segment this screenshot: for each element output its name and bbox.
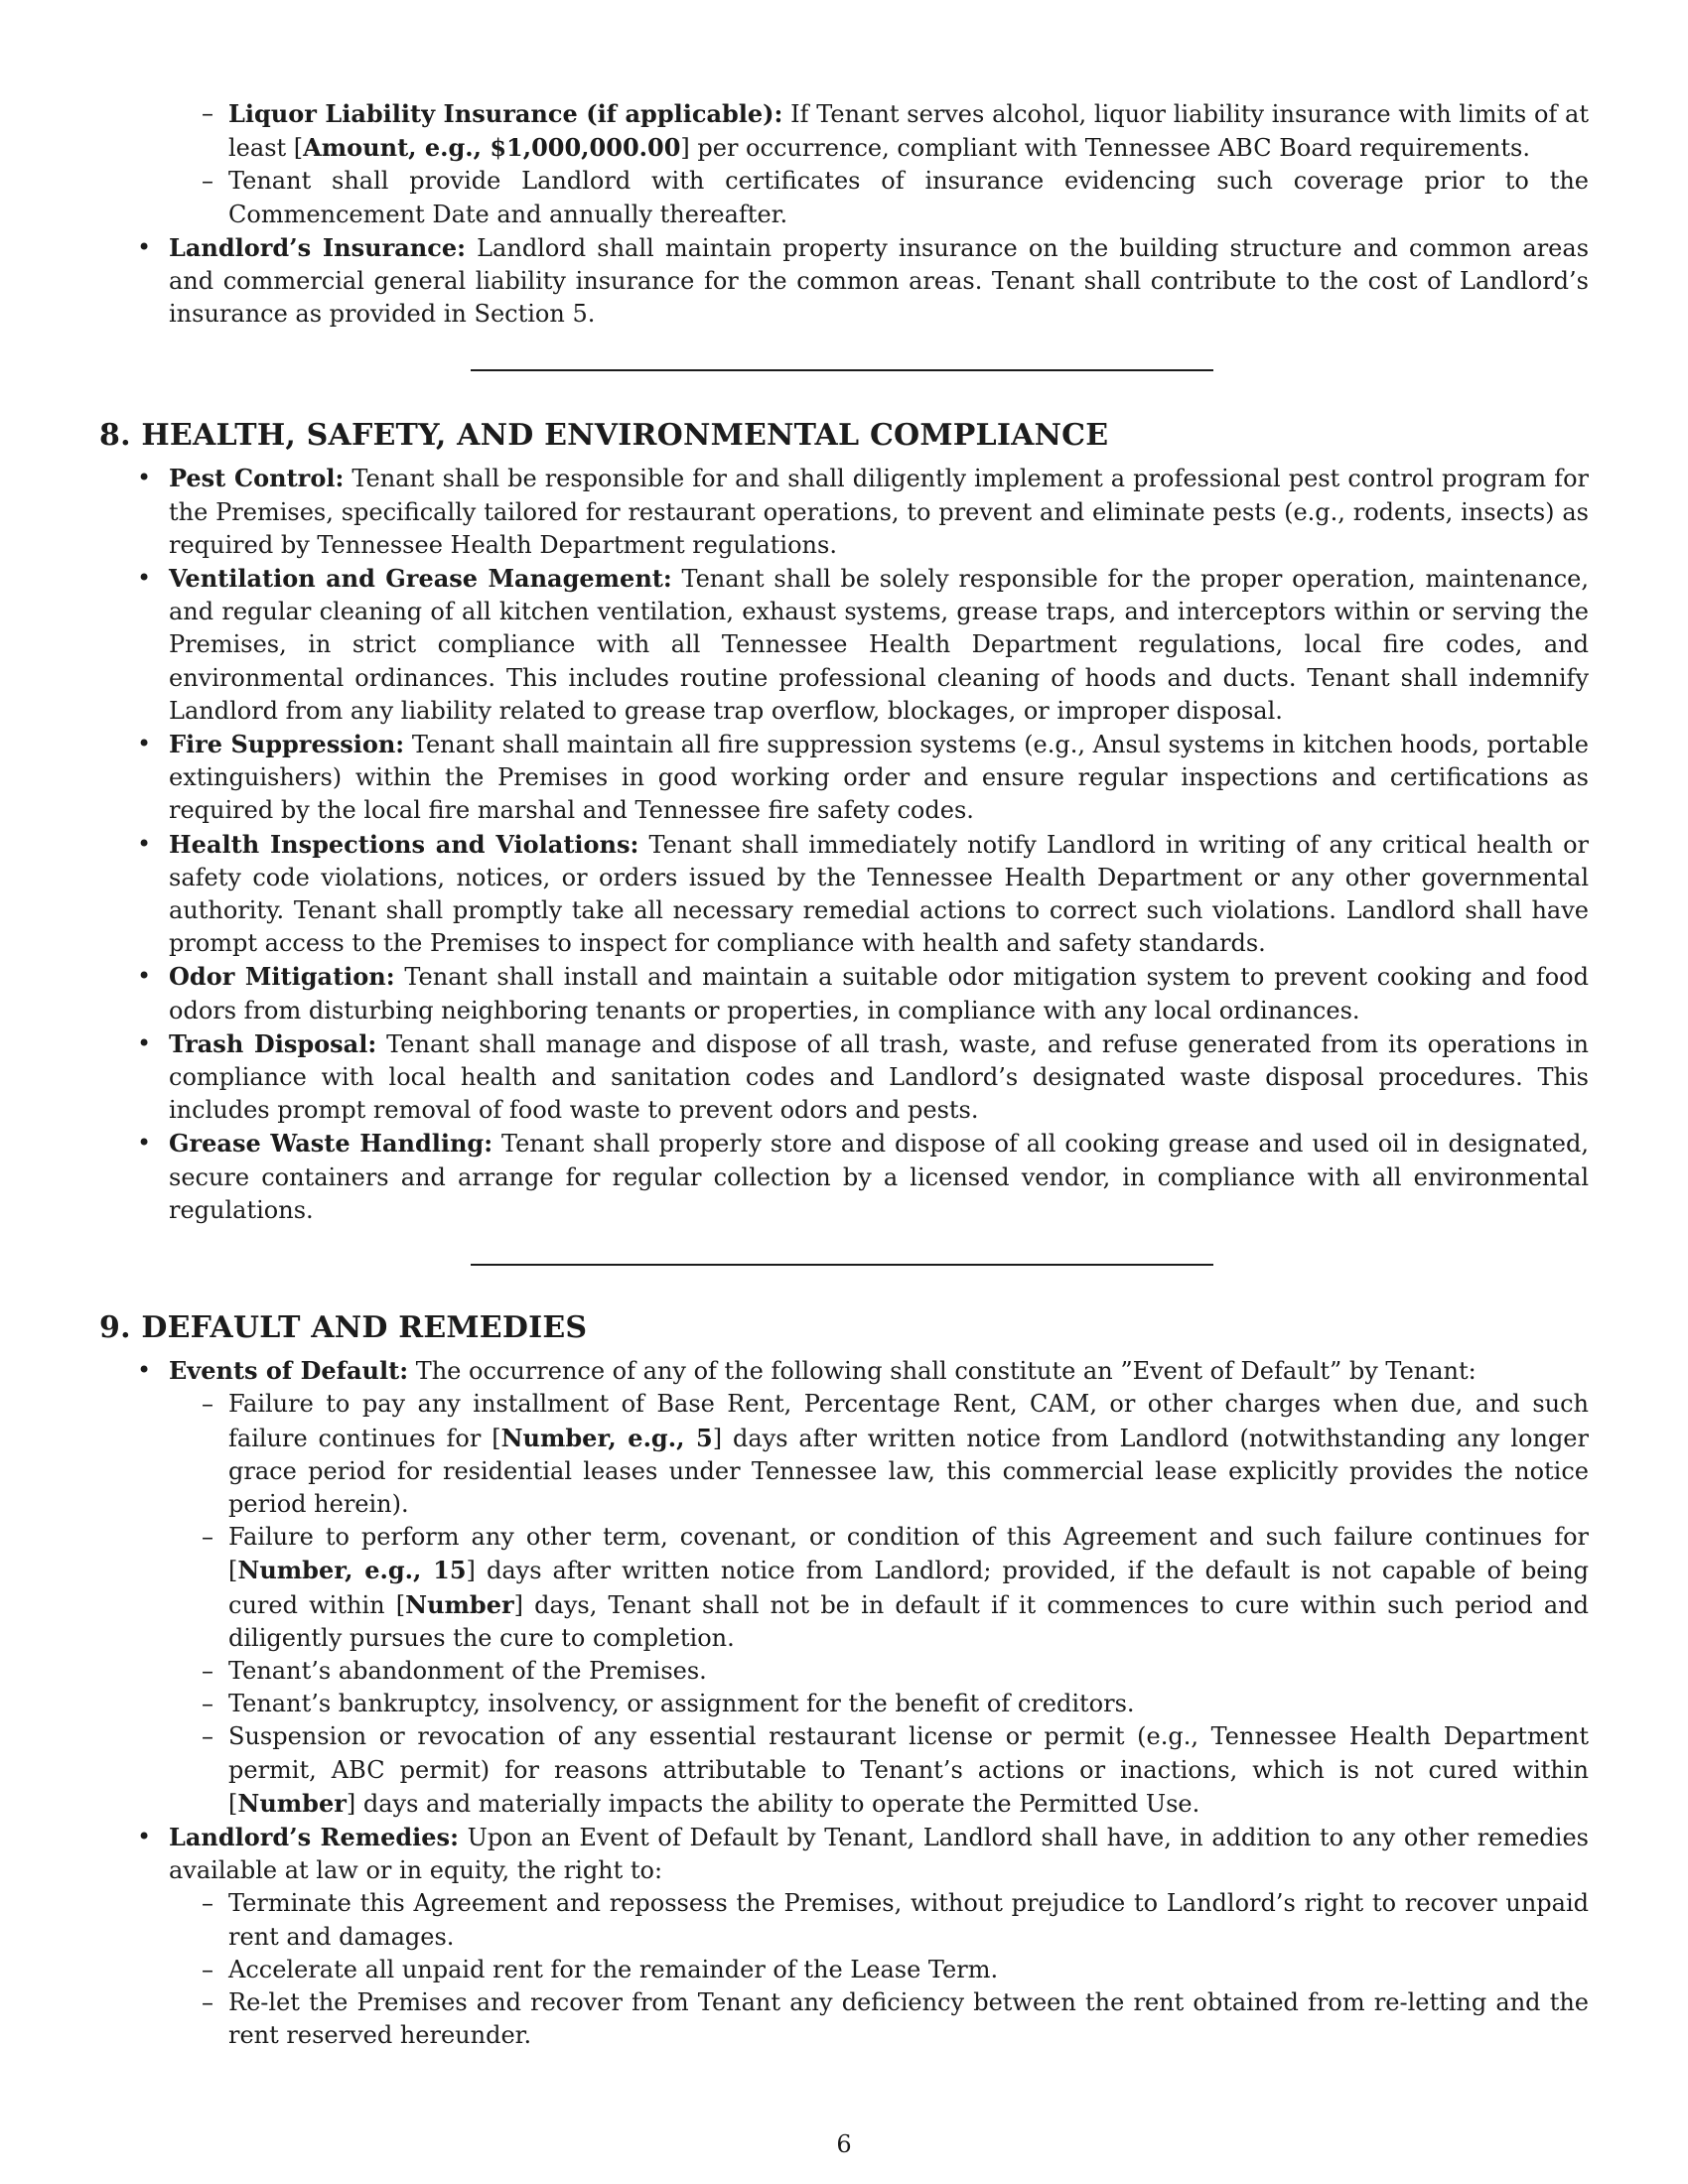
event-item — [169, 1521, 1589, 1655]
landlord-remedies-item — [99, 1821, 1589, 2052]
events-of-default-title: Events of Default: — [169, 1356, 409, 1386]
liquor-liability-title: Liquor Liability Insurance (if applicable): — [228, 99, 783, 128]
page-number: 6 — [836, 2130, 852, 2158]
event-item — [169, 1388, 1589, 1521]
certificates-text: Tenant shall provide Landlord with certificates of insurance evidencing such coverage prior to the Commencement Date and annually thereafter. — [228, 167, 1589, 228]
liquor-liability-text-end: ] per occurrence, compliant with Tennessee ABC Board requirements. — [680, 134, 1530, 163]
events-of-default-text: The occurrence of any of the following shall constitute an ”Event of Default” by Tenant: — [415, 1357, 1477, 1386]
section-divider — [471, 369, 1213, 371]
number-placeholder: Number — [237, 1788, 347, 1818]
insurance-sublist — [169, 97, 1589, 231]
event-item — [169, 1655, 1589, 1688]
liquor-liability-item — [169, 97, 1589, 165]
event-text: Tenant’s bankruptcy, insolvency, or assignment for the benefit of creditors. — [228, 1690, 1135, 1718]
remedies-sublist — [169, 1887, 1589, 2052]
item-text: Tenant shall maintain all fire suppression systems (e.g., Ansul systems in kitchen hoods, portable extinguishers) within the Premises in good working order and ensure regular inspections and certifications as required by the local fire marshal and Tennessee fire safety codes. — [169, 731, 1589, 825]
item-text: Tenant shall be solely responsible for the proper operation, maintenance, and regular cleaning of all kitchen ventilation, exhaust systems, grease traps, and interceptors within or serving the Premises, in strict compliance with all Tennessee Health Department regulations, local fire codes, and environmental ordinances. This includes routine professional cleaning of hoods and ducts. Tenant shall indemnify Landlord from any liability related to grease trap overflow, blockages, or improper disposal. — [169, 565, 1589, 725]
section-8-heading: 8. HEALTH, SAFETY, AND ENVIRONMENTAL COMPLIANCE — [99, 418, 1109, 454]
landlord-remedies-text: Upon an Event of Default by Tenant, Landlord shall have, in addition to any other remedies available at law or in equity, the right to: — [169, 1823, 1589, 1885]
number-placeholder: Number, e.g., 15 — [237, 1556, 467, 1585]
remedy-item — [169, 1986, 1589, 2052]
event-text: ] days, Tenant shall not be in default if it commences to cure within such period and diligently pursues the cure to completion. — [228, 1590, 1590, 1652]
section-8-item — [99, 960, 1589, 1026]
number-placeholder: Number, e.g., 5 — [500, 1423, 713, 1452]
item-title: Fire Suppression: — [169, 730, 405, 759]
item-text: Tenant shall install and maintain a suitable odor mitigation system to prevent cooking and food odors from disturbing neighboring tenants or properties, in compliance with any local ordinances. — [169, 963, 1589, 1024]
section-8-item — [99, 728, 1589, 828]
section-9-heading: 9. DEFAULT AND REMEDIES — [99, 1310, 588, 1346]
remedy-item — [169, 1954, 1589, 1986]
item-title: Health Inspections and Violations: — [169, 829, 639, 859]
remedy-item — [169, 1887, 1589, 1953]
event-text: Failure to perform any other term, covenant, or condition of this Agreement and such failure continues for [ — [228, 1523, 1589, 1585]
section-8-item — [99, 1027, 1589, 1128]
number-placeholder: Number — [405, 1589, 514, 1619]
item-text: Tenant shall immediately notify Landlord in writing of any critical health or safety code violations, notices, or orders issued by the Tennessee Health Department or any other governmental authority. Tenant shall promptly take all necessary remedial actions to correct such violations. Landlord shall have prompt access to the Premises to inspect for compliance with health and safety standards. — [169, 830, 1589, 958]
event-text: Failure to pay any installment of Base Rent, Percentage Rent, CAM, or other charges when due, and such failure continues for [ — [228, 1390, 1589, 1452]
event-text: Suspension or revocation of any essential restaurant license or permit (e.g., Tennessee Health Department permit, ABC permit) for reasons attributable to Tenant’s actions or inactions, which is not cured within [ — [228, 1722, 1589, 1818]
section-8-item — [99, 562, 1589, 728]
liquor-liability-text: If Tenant serves alcohol, liquor liability insurance with limits of at least [ — [228, 100, 1589, 163]
item-title: Ventilation and Grease Management: — [169, 564, 672, 594]
events-of-default-item — [99, 1354, 1589, 1821]
section-8-item — [99, 462, 1589, 562]
landlord-remedies-title: Landlord’s Remedies: — [169, 1822, 459, 1851]
document-page — [99, 97, 1589, 2052]
item-text: Tenant shall be responsible for and shall diligently implement a professional pest control program for the Premises, specifically tailored for restaurant operations, to prevent and eliminate pests (e.g., rodents, insects) as required by Tennessee Health Department regulations. — [169, 465, 1589, 559]
item-title: Trash Disposal: — [169, 1028, 377, 1058]
section-8-item — [99, 1127, 1589, 1227]
remedy-text: Accelerate all unpaid rent for the remainder of the Lease Term. — [228, 1955, 999, 1983]
event-item — [169, 1688, 1589, 1720]
section-divider — [471, 1264, 1213, 1266]
landlord-insurance-list — [99, 231, 1589, 332]
item-text: Tenant shall manage and dispose of all trash, waste, and refuse generated from its operations in compliance with local health and sanitation codes and Landlord’s designated waste disposal procedures. This includes prompt removal of food waste to prevent odors and pests. — [169, 1029, 1589, 1125]
remedy-text: Re-let the Premises and recover from Tenant any deficiency between the rent obtained from re-letting and the rent reserved hereunder. — [228, 1987, 1589, 2050]
event-item — [169, 1720, 1589, 1821]
certificates-item — [169, 165, 1589, 230]
event-text: ] days after written notice from Landlord (notwithstanding any longer grace period for residential leases under Tennessee law, this commercial lease explicitly provides the notice period herein). — [228, 1424, 1589, 1518]
event-text: Tenant’s abandonment of the Premises. — [228, 1656, 707, 1685]
landlord-insurance-item — [99, 231, 1589, 332]
event-text: ] days and materially impacts the ability to operate the Permitted Use. — [346, 1789, 1200, 1818]
event-text: ] days after written notice from Landlord; provided, if the default is not capable of being cured within [ — [228, 1557, 1590, 1619]
item-title: Odor Mitigation: — [169, 962, 395, 992]
remedy-text: Terminate this Agreement and repossess the Premises, without prejudice to Landlord’s right to recover unpaid rent and damages. — [228, 1889, 1589, 1951]
item-title: Pest Control: — [169, 464, 345, 493]
section-8-list — [99, 462, 1589, 1227]
landlord-insurance-title: Landlord’s Insurance: — [169, 232, 466, 262]
liquor-amount-placeholder: Amount, e.g., $1,000,000.00 — [303, 133, 681, 163]
section-8-item — [99, 828, 1589, 961]
section-9-list — [99, 1354, 1589, 2052]
item-title: Grease Waste Handling: — [169, 1129, 493, 1159]
landlord-insurance-text: Landlord shall maintain property insurance on the building structure and common areas and commercial general liability insurance for the common areas. Tenant shall contribute to the cost of Landlord’s insurance as provided in Section 5. — [169, 233, 1590, 329]
events-sublist — [169, 1388, 1589, 1821]
item-text: Tenant shall properly store and dispose of all cooking grease and used oil in designated, secure containers and arrange for regular collection by a licensed vendor, in compliance with all environmental regulations. — [169, 1130, 1589, 1224]
